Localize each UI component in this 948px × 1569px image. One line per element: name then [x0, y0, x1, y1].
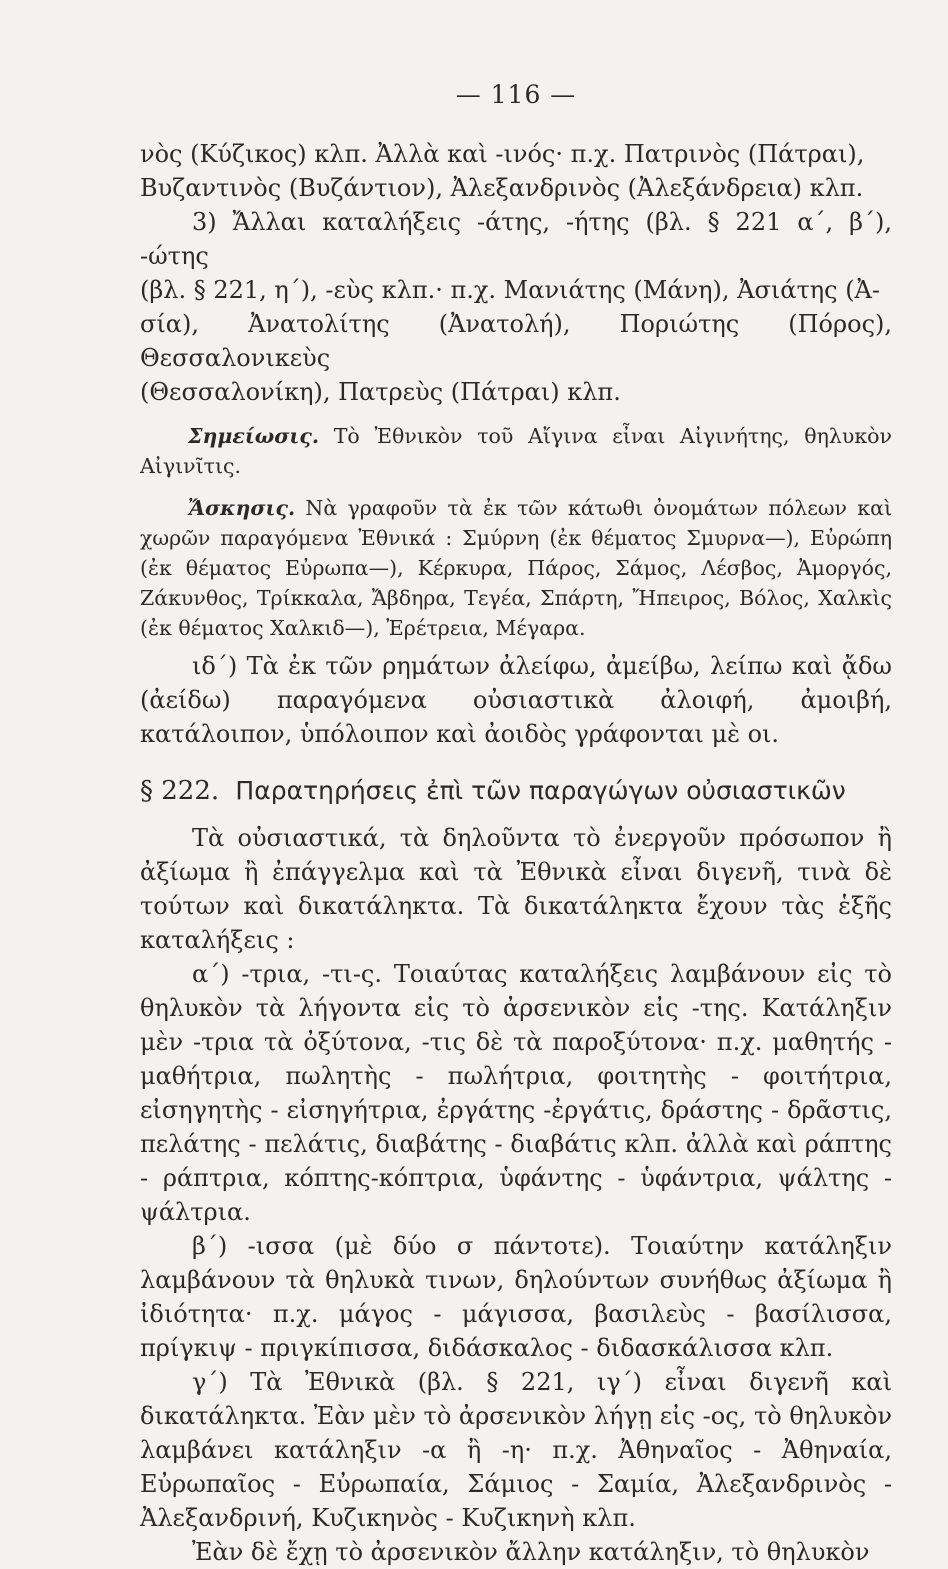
book-page: [140, 80, 892, 1569]
note-label: Σημείωσις.: [188, 424, 319, 448]
text-line: σία), Ἀνατολίτης (Ἀνατολή), Ποριώτης (Πόρος), Θεσσαλονικεὺς: [140, 310, 892, 372]
page-number: — 116 —: [455, 80, 577, 109]
paragraph: β΄) -ισσα (μὲ δύο σ πάντοτε). Τοιαύτην κατάληξιν λαμβάνουν τὰ θηλυκὰ τινων, δηλούντων συνήθως ἀξίωμα ἢ ἰδιότητα· π.χ. μάγος - μάγισσα, βασιλεὺς - βασίλισσα, πρίγκιψ - πριγκίπισσα, διδάσκαλος - διδασκάλισσα κλπ.: [140, 1232, 892, 1362]
exercise-label: Ἄσκησις.: [188, 496, 296, 520]
text-line: (βλ. § 221, η΄), -εὺς κλπ.· π.χ. Μανιάτης (Μάνη), Ἀσιάτης (Ἀ-: [140, 276, 880, 304]
text-line: 3) Ἄλλαι καταλήξεις -άτης, -ήτης (βλ. § 221 α΄, β΄), -ώτης: [140, 208, 892, 270]
text-line: νὸς (Κύζικος) κλπ. Ἀλλὰ καὶ -ινός· π.χ. Πατρινὸς (Πάτραι),: [140, 140, 865, 168]
paragraph: γ΄) Τὰ Ἐθνικὰ (βλ. § 221, ιγ΄) εἶναι διγενῆ καὶ δικατάληκτα. Ἐὰν μὲν τὸ ἀρσενικὸν λήγῃ εἰς -ος, τὸ θηλυκὸν λαμβάνει κατάληξιν -α ἢ -η· π.χ. Ἀθηναῖος - Ἀθηναία, Εὐρωπαῖος - Εὐρωπαία, Σάμιος - Σαμία, Ἀλεξανδρινὸς - Ἀλεξανδρινή, Κυζικηνὸς - Κυζικηνὴ κλπ.: [140, 1368, 892, 1532]
paragraph: ιδ΄) Τὰ ἐκ τῶν ρημάτων ἀλείφω, ἀμείβω, λείπω καὶ ᾄδω (ἀείδω) παραγόμενα οὐσιαστικὰ ἀλοιφή, ἀμοιβή, κατάλοιπον, ὑπόλοιπον καὶ ἀοιδὸς γράφονται μὲ οι.: [140, 652, 892, 748]
section-heading: [140, 773, 892, 809]
note-text: Τὸ Ἐθνικὸν τοῦ Αἴγινα εἶναι Αἰγινήτης, θηλυκὸν Αἰγινῖτις.: [140, 424, 892, 478]
paragraph: Ἐὰν δὲ ἔχῃ τὸ ἀρσενικὸν ἄλλην κατάληξιν, τὸ θηλυκὸν: [192, 1538, 870, 1566]
exercise-text: Νὰ γραφοῦν τὰ ἐκ τῶν κάτωθι ὀνομάτων πόλεων καὶ χωρῶν παραγόμενα Ἐθνικά : Σμύρνη (ἐκ θέματος Σμυρνα—), Εὐρώπη (ἐκ θέματος Εὐρωπα—), Κέρκυρα, Πάρος, Σάμος, Λέσβος, Ἀμοργός, Ζάκυνθος, Τρίκκαλα, Ἄβδηρα, Τεγέα, Σπάρτη, Ἤπειρος, Βόλος, Χαλκὶς (ἐκ θέματος Χαλκιδ—), Ἐρέτρεια, Μέγαρα.: [140, 496, 892, 640]
paragraph: α΄) -τρια, -τι-ς. Τοιαύτας καταλήξεις λαμβάνουν εἰς τὸ θηλυκὸν τὰ λήγοντα εἰς τὸ ἀρσενικὸν εἰς -της. Κατάληξιν μὲν -τρια τὰ ὀξύτονα, -τις δὲ τὰ παροξύτονα· π.χ. μαθητής - μαθήτρια, πωλητὴς - πωλήτρια, φοιτητὴς - φοιτήτρια, εἰσηγητὴς - εἰσηγήτρια, ἐργάτης -ἐργάτις, δράστης - δρᾶστις, πελάτης - πελάτις, διαβάτης - διαβάτις κλπ. ἀλλὰ καὶ ράπτης - ράπτρια, κόπτης-κόπτρια, ὑφάντης - ὑφάντρια, ψάλτης - ψάλτρια.: [140, 960, 892, 1226]
section-number: § 222.: [140, 776, 220, 806]
text-line: Βυζαντινὸς (Βυζάντιον), Ἀλεξανδρινὸς (Ἀλεξάνδρεια) κλπ.: [140, 174, 864, 202]
section-title: Παρατηρήσεις ἐπὶ τῶν παραγώγων οὐσιαστικῶν: [235, 776, 846, 805]
text-line: (Θεσσαλονίκη), Πατρεὺς (Πάτραι) κλπ.: [140, 378, 621, 406]
exercise-note: [140, 493, 892, 643]
note-remark: [140, 421, 892, 481]
paragraph: Τὰ οὐσιαστικά, τὰ δηλοῦντα τὸ ἐνεργοῦν πρόσωπον ἢ ἀξίωμα ἢ ἐπάγγελμα καὶ τὰ Ἐθνικὰ εἶναι διγενῆ, τινὰ δὲ τούτων καὶ δικατάληκτα. Τὰ δικατάληκτα ἔχουν τὰς ἑξῆς καταλήξεις :: [140, 824, 892, 954]
